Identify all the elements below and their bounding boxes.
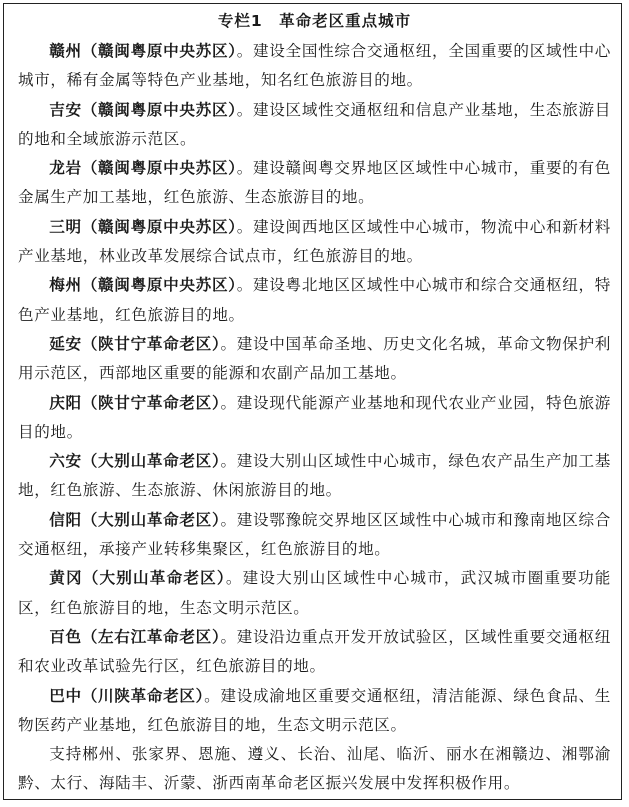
entry-baise (18, 623, 611, 682)
entry-region: （大别山革命老区） (82, 569, 226, 588)
entry-city: 延安 (49, 334, 82, 353)
entry-city: 信阳 (49, 510, 82, 529)
entry-text: 。建设赣闽粤交界地区区域性中心城市，重要的有色金属生产加工基地，红色旅游、生态旅游目的地。 (18, 159, 611, 207)
entry-city: 巴中 (49, 686, 82, 705)
entry-city: 百色 (49, 627, 82, 646)
special-column-box (3, 3, 622, 800)
entry-region: （赣闽粤原中央苏区） (81, 42, 237, 60)
entry-text: 。建设粤北地区区域性中心城市和综合交通枢纽，特色产业基地，红色旅游目的地。 (18, 276, 611, 324)
entry-region: （左右江革命老区） (81, 627, 221, 646)
entry-bazhong (18, 682, 611, 741)
entry-text: 。建设现代能源产业基地和现代农业产业园，特色旅游目的地。 (18, 393, 612, 441)
entry-meizhou (18, 271, 611, 330)
entry-text: 。建设沿边重点开发开放试验区，区域性重要交通枢纽和农业改革试验先行区，红色旅游目的地。 (18, 627, 612, 676)
entry-region: （赣闽粤原中央苏区） (81, 217, 237, 236)
entry-ganzhou (18, 37, 611, 96)
entry-text: 。建设区域性交通枢纽和信息产业基地，生态旅游目的地和全域旅游示范区。 (18, 100, 611, 148)
entry-region: （川陕革命老区） (81, 686, 205, 705)
entry-text: 。建设闽西地区区域性中心城市，物流中心和新材料产业基地，林业改革发展综合试点市，红色旅游目的地。 (18, 217, 611, 266)
entry-city: 梅州 (49, 276, 82, 295)
entry-text: 。建设大别山区域性中心城市，绿色农产品生产加工基地，红色旅游、生态旅游、休闲旅游目的地。 (18, 452, 612, 500)
entry-longyan (18, 154, 611, 213)
entry-sanming (18, 213, 611, 272)
entry-city: 赣州 (49, 42, 82, 60)
entry-text: 。建设鄂豫皖交界地区区域性中心城市和豫南地区综合交通枢纽，承接产业转移集聚区，红色旅游目的地。 (18, 510, 612, 559)
entry-city: 三明 (49, 217, 82, 236)
entry-region: （赣闽粤原中央苏区） (81, 159, 237, 178)
entry-city: 黄冈 (49, 569, 83, 588)
entry-qingyang (18, 389, 611, 448)
entry-yanan (18, 330, 611, 389)
entry-text: 。建设成渝地区重要交通枢纽，清洁能源、绿色食品、生物医药产业基地，红色旅游目的地，生态文明示范区。 (18, 686, 611, 734)
entry-city: 吉安 (49, 100, 82, 119)
entry-xinyang (18, 506, 611, 565)
box-title: 专栏1 革命老区重点城市 (217, 12, 412, 30)
entry-text: 。建设全国性综合交通枢纽，全国重要的区域性中心城市，稀有金属等特色产业基地，知名红色旅游目的地。 (18, 42, 611, 90)
entry-text: 。建设大别山区域性中心城市，武汉城市圈重要功能区，红色旅游目的地，生态文明示范区。 (18, 569, 611, 617)
entry-city: 龙岩 (49, 159, 82, 178)
entry-jian (18, 96, 611, 155)
entry-huanggang (18, 564, 611, 623)
entry-text: 。建设中国革命圣地、历史文化名城，革命文物保护利用示范区，西部地区重要的能源和农副产品加工基地。 (18, 334, 612, 383)
entry-luan (18, 447, 611, 506)
entry-region: （赣闽粤原中央苏区） (81, 100, 237, 119)
entry-city: 庆阳 (49, 393, 82, 412)
entry-region: （陕甘宁革命老区） (81, 334, 221, 353)
entry-region: （陕甘宁革命老区） (81, 393, 221, 412)
entry-city: 六安 (49, 452, 82, 471)
entry-region: （赣闽粤原中央苏区） (81, 276, 237, 295)
closing-paragraph: 支持郴州、张家界、恩施、遵义、长治、汕尾、临沂、丽水在湘赣边、湘鄂渝黔、太行、海陆丰、沂蒙、浙西南革命老区振兴发展中发挥积极作用。 (18, 745, 611, 793)
entry-region: （大别山革命老区） (81, 452, 221, 471)
entry-region: （大别山革命老区） (81, 510, 221, 529)
